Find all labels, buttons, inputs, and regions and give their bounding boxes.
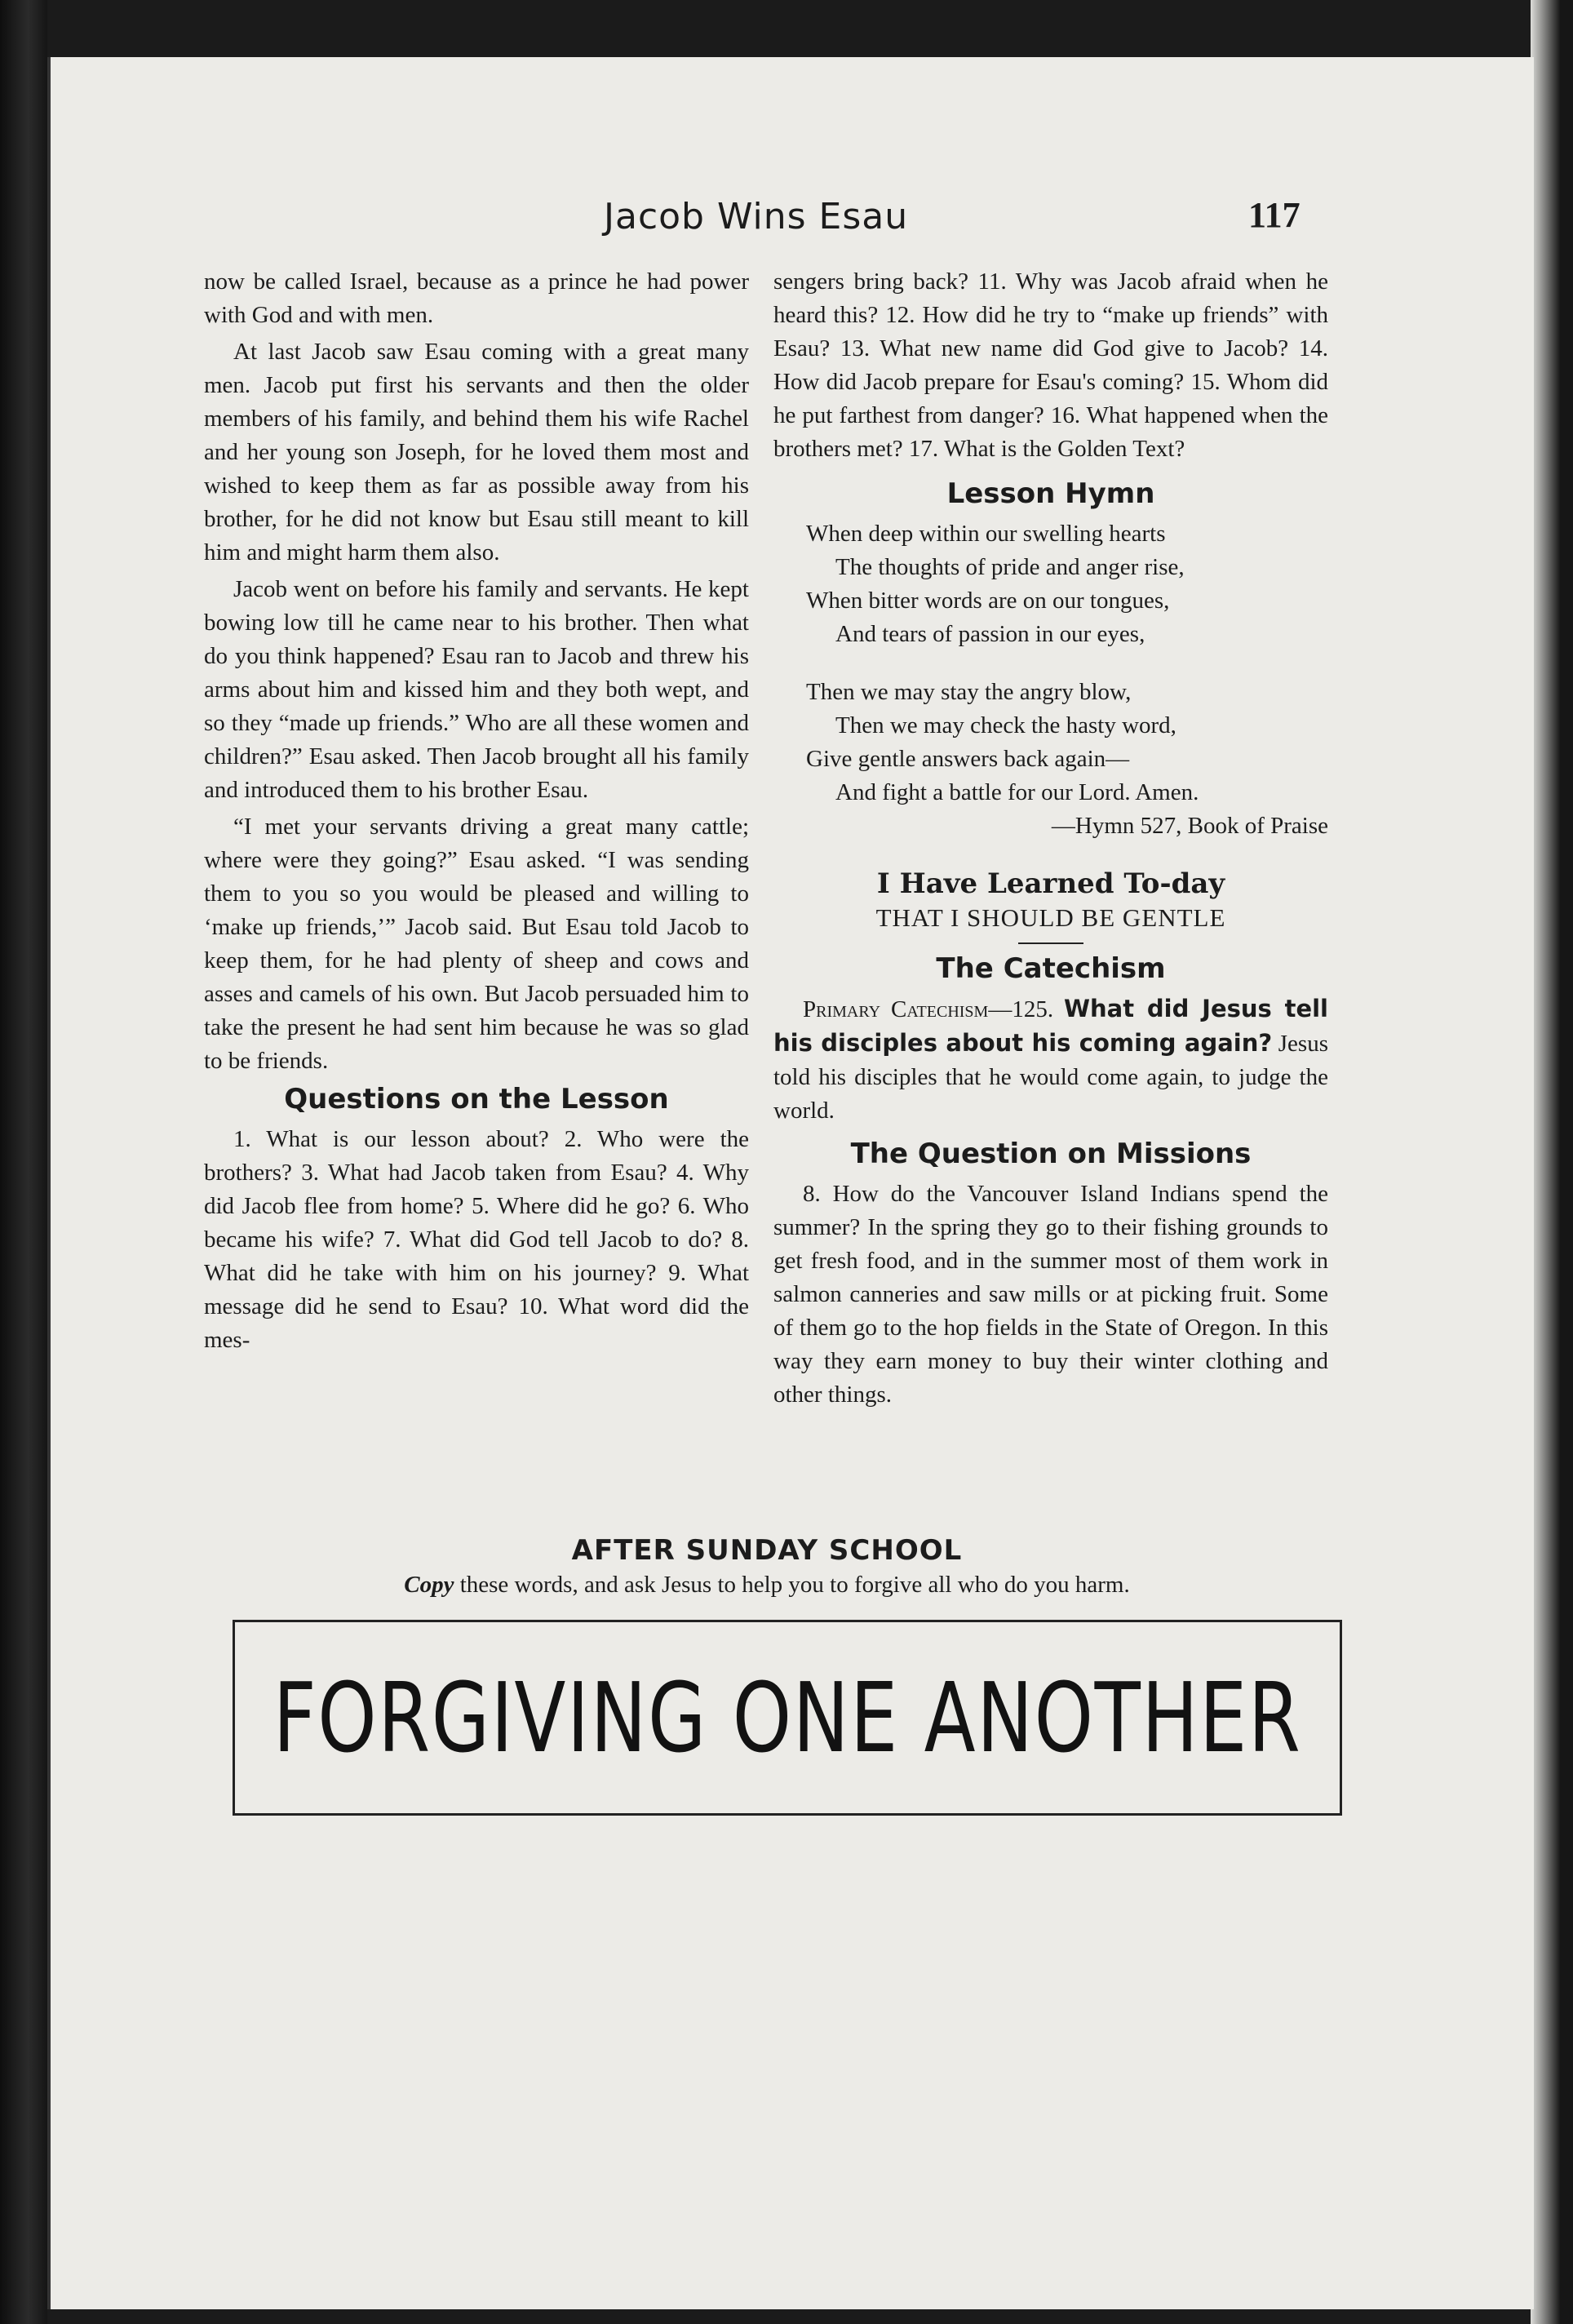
after-school-title: AFTER SUNDAY SCHOOL: [571, 1534, 963, 1567]
hymn-line: Give gentle answers back again—: [806, 746, 1130, 772]
catechism-answer: Jesus told his disciples that he would come again, to judge the world.: [773, 1031, 1328, 1124]
instruction-lead: Copy: [404, 1572, 454, 1598]
paragraph: Jacob went on before his family and servants. He kept bowing low till he came near to his brother. Then what do you think happened? Esau ran to Jacob and threw his arms about him and kissed him and they both wept, and so they “made up friends.” Who are all these women and children?” Esau asked. Then Jacob brought all his family and introduced them to his brother Esau.: [204, 576, 749, 803]
hymn-heading: Lesson Hymn: [946, 477, 1155, 510]
hymn-line: Then we may stay the angry blow,: [806, 679, 1132, 705]
paragraph: At last Jacob saw Esau coming with a great many men. Jacob put first his servants and then the older members of his family, and behind them his wife Rachel and her young son Joseph, for he loved them most and wished to keep them as far as possible away from his brother, for he did not know but Esau still meant to kill him and might harm them also.: [204, 339, 749, 565]
catechism-question: What did Jesus tell his disciples about his coming again?: [773, 995, 1328, 1057]
catechism-paragraph: [773, 992, 1328, 1128]
hymn: [773, 517, 1328, 809]
learned-text: THAT I SHOULD BE GENTLE: [875, 903, 1226, 932]
stanza-gap: [806, 651, 1328, 676]
questions-text: 1. What is our lesson about? 2. Who were the brothers? 3. What had Jacob taken from Esau? 4. Why did Jacob flee from home? 5. Where did he go? 6. Who became his wife? 7. What did God tell Jacob to do? 8. What did he take with him on his journey? 9. What message did he send to Esau? 10. What word did the mes-: [204, 1126, 749, 1353]
after-school-section: [204, 1534, 1330, 1599]
running-head: Jacob Wins Esau: [604, 196, 909, 237]
page-number: 117: [1248, 195, 1300, 235]
instruction-rest: these words, and ask Jesus to help you to forgive all who do you harm.: [454, 1572, 1130, 1598]
hymn-line: And fight a battle for our Lord. Amen.: [835, 779, 1199, 805]
questions-continued: sengers bring back? 11. Why was Jacob afraid when he heard this? 12. How did he try to “make up friends” with Esau? 13. What new name did God give to Jacob? 14. How did Jacob prepare for Esau's coming? 15. Whom did he put farthest from danger? 16. What happened when the brothers met? 17. What is the Golden Text?: [773, 268, 1328, 462]
hymn-line: The thoughts of pride and anger rise,: [835, 554, 1185, 580]
hymn-line: When deep within our swelling hearts: [806, 521, 1166, 547]
left-column: [204, 265, 749, 1360]
divider: [1018, 942, 1083, 944]
after-school-instruction: [204, 1572, 1330, 1599]
paragraph: now be called Israel, because as a prince he had power with God and with men.: [204, 268, 749, 328]
learned-heading: I Have Learned To-day: [876, 867, 1225, 900]
motto-text: FORGIVING ONE ANOTHER: [273, 1661, 1302, 1774]
missions-text: 8. How do the Vancouver Island Indians spend the summer? In the spring they go to their fishing grounds to get fresh food, and in the summer most of them work in salmon canneries and saw mills or at picking fruit. Some of them go to the hop fields in the State of Oregon. In this way they earn money to buy their winter clothing and other things.: [773, 1181, 1328, 1408]
hymn-source: —Hymn 527, Book of Praise: [1051, 813, 1328, 839]
catechism-label: Primary Catechism—125.: [803, 996, 1054, 1022]
paragraph: “I met your servants driving a great many cattle; where were they going?” Esau asked. “I was sending them to you so you would be pleased and willing to ‘make up friends,’” Jacob said. But Esau told Jacob to keep them, for he had plenty of sheep and cows and asses and camels of his own. But Jacob persuaded him to take the present he had sent him because he was so glad to be friends.: [204, 814, 749, 1074]
missions-heading: The Question on Missions: [850, 1138, 1252, 1170]
hymn-line: Then we may check the hasty word,: [835, 712, 1176, 738]
motto-box: [233, 1620, 1342, 1816]
right-column: [773, 265, 1328, 1415]
questions-heading: Questions on the Lesson: [284, 1083, 669, 1115]
hymn-line: When bitter words are on our tongues,: [806, 588, 1170, 614]
catechism-heading: The Catechism: [936, 952, 1166, 985]
hymn-line: And tears of passion in our eyes,: [835, 621, 1145, 647]
